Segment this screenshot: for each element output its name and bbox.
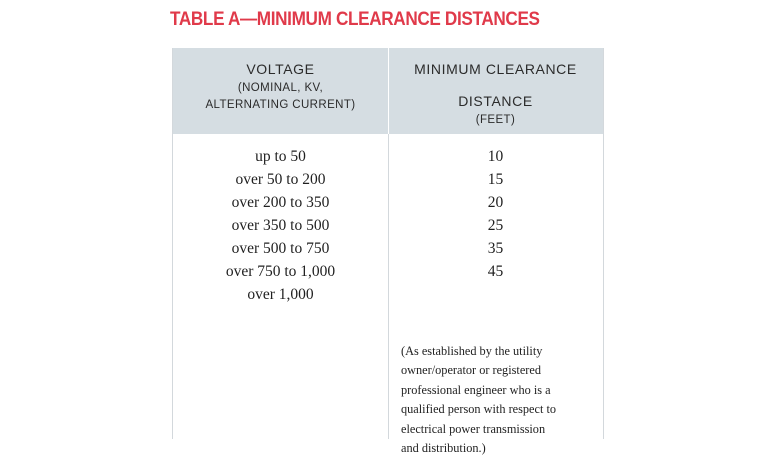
voltage-cell: over 350 to 500 — [231, 217, 330, 234]
note-line: qualified person with respect to — [401, 402, 557, 417]
clearance-table — [172, 48, 604, 456]
note-line: owner/operator or registered — [401, 363, 541, 378]
voltage-cell: over 500 to 750 — [231, 240, 330, 257]
voltage-cell: over 1,000 — [247, 286, 314, 303]
voltage-cell: over 750 to 1,000 — [225, 263, 336, 280]
note-line: electrical power transmission — [401, 421, 546, 436]
distance-cell: 20 — [487, 194, 504, 211]
header-divider — [388, 48, 389, 134]
header-distance-sub: (FEET) — [475, 114, 516, 126]
distance-cell: 15 — [487, 171, 504, 188]
header-voltage-sub-2: ALTERNATING CURRENT) — [205, 99, 356, 111]
voltage-cell: over 50 to 200 — [235, 171, 326, 188]
header-distance-title-1: MINIMUM CLEARANCE — [414, 61, 577, 77]
distance-note — [401, 342, 597, 458]
distance-cell: 10 — [487, 148, 504, 165]
distance-cell: 35 — [487, 240, 504, 257]
voltage-column — [173, 145, 388, 306]
header-voltage — [173, 48, 388, 134]
distance-cell: 45 — [487, 263, 504, 280]
note-line: and distribution.) — [401, 441, 486, 456]
note-line: professional engineer who is a — [401, 382, 551, 397]
header-voltage-title: VOLTAGE — [246, 61, 315, 77]
table-title: TABLE A—MINIMUM CLEARANCE DISTANCES — [170, 8, 540, 30]
voltage-cell: over 200 to 350 — [231, 194, 330, 211]
header-voltage-sub-1: (NOMINAL, KV, — [237, 82, 324, 94]
distance-cell: 25 — [487, 217, 504, 234]
header-distance — [388, 48, 603, 134]
distance-column — [388, 145, 603, 283]
note-line: (As established by the utility — [401, 344, 543, 358]
header-distance-title-2: DISTANCE — [458, 93, 533, 109]
voltage-cell: up to 50 — [255, 148, 306, 165]
